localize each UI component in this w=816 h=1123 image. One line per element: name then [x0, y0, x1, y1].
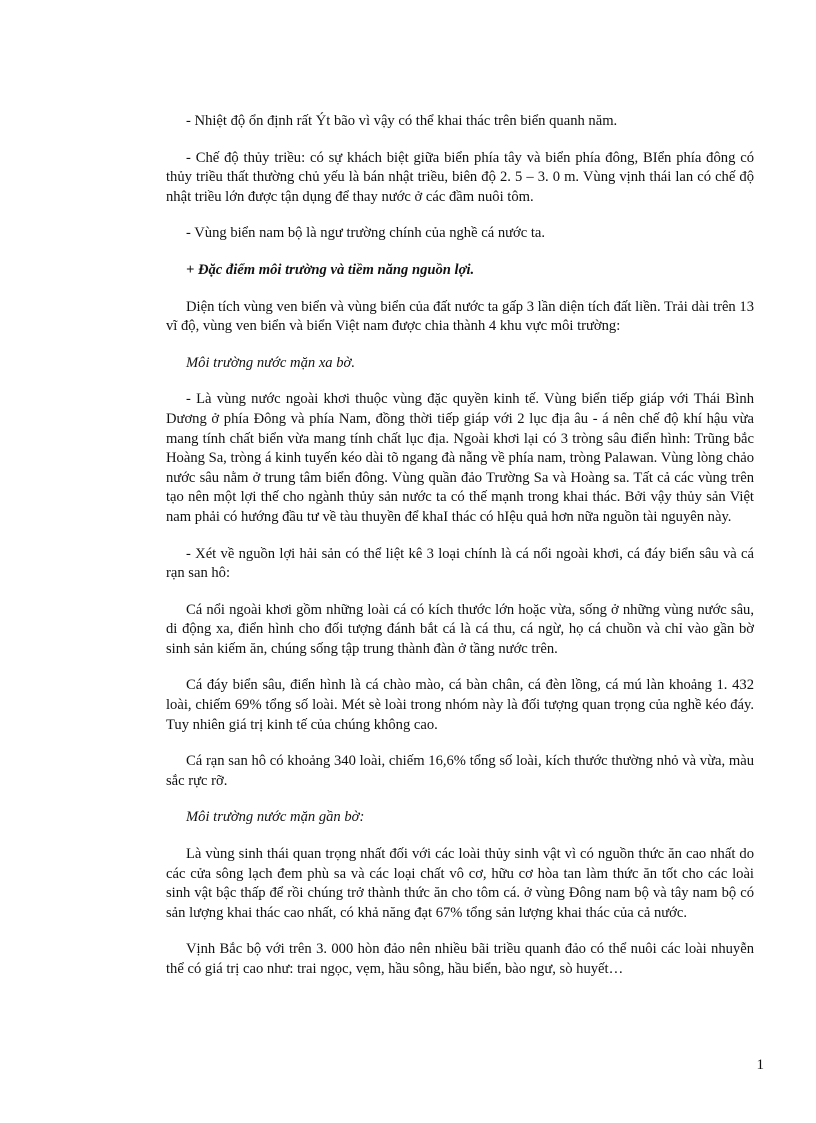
paragraph-offshore-zone: - Là vùng nước ngoài khơi thuộc vùng đặc quyền kinh tế. Vùng biển tiếp giáp với Thái Bình Dương ở phía Đông và phía Nam, đồng thời tiếp giáp với 2 lục địa âu - á nên chế độ khí hậu vừa mang tính chất biển vừa mang tính chất lục địa. Ngoài khơi lại có 3 tròng sâu điển hình: Trũng bắc Hoàng Sa, tròng á kinh tuyến kéo dài tõ ngang đà nẵng về phía nam, tròng Palawan. Vùng lòng chảo nước sâu nằm ở trung tâm biển đông. Vùng quần đảo Trường Sa và Hoàng sa. Tất cả các vùng trên tạo nên một lợi thế cho ngành thủy sản nước ta có thế mạnh trong khai thác. Bởi vậy thủy sản Việt nam phải có hướng đầu tư về tàu thuyền để khaI thác có hIệu quả hơn nữa nguồn tài nguyên này.: [166, 391, 754, 525]
paragraph-demersal-fish: Cá đáy biển sâu, điển hình là cá chào mào, cá bàn chân, cá đèn lồng, cá mú làn khoảng 1. 432 loài, chiếm 69% tổng số loài. Mét sè loài trong nhóm này là đối tượng quan trọng của nghề kéo đáy. Tuy nhiên giá trị kinh tế của chúng không cao.: [166, 677, 754, 733]
paragraph-reef-fish: Cá rạn san hô có khoảng 340 loài, chiếm 16,6% tổng số loài, kích thước thường nhỏ và vừa, màu sắc rực rỡ.: [166, 753, 754, 789]
subheading-offshore: Môi trường nước mặn xa bờ.: [186, 354, 355, 371]
paragraph-tonkin-gulf: Vịnh Bắc bộ với trên 3. 000 hòn đảo nên nhiều bãi triều quanh đảo có thể nuôi các loài nhuyễn thể có giá trị cao như: trai ngọc, vẹm, hầu sông, hầu biển, bào ngư, sò huyết…: [166, 941, 754, 977]
section-heading-environment: + Đặc điểm môi trường và tiềm năng nguồn lợi.: [186, 261, 475, 278]
subheading-nearshore: Môi trường nước mặn gần bờ:: [186, 809, 365, 826]
page-number: 1: [756, 1057, 764, 1073]
paragraph-temperature: - Nhiệt độ ổn định rất Ýt bão vì vậy có thể khai thác trên biển quanh năm.: [186, 113, 618, 129]
paragraph-area-overview: Diện tích vùng ven biển và vùng biển của đất nước ta gấp 3 lần diện tích đất liền. Trải dài trên 13 vĩ độ, vùng ven biển và biển Việt nam được chia thành 4 khu vực môi trường:: [166, 298, 754, 335]
paragraph-nearshore-zone: Là vùng sinh thái quan trọng nhất đối với các loài thủy sinh vật vì có nguồn thức ăn cao nhất do các cửa sông lạch đem phù sa và các loại chất vô cơ, hữu cơ hòa tan làm thức ăn tốt cho các loài sinh vật bậc thấp để rồi chúng trở thành thức ăn cho tôm cá. ở vùng Đông nam bộ và tây nam bộ có sản lượng khai thác cao nhất, có khả năng đạt 67% tổng sản lượng khai thác của cả nước.: [166, 846, 754, 921]
paragraph-resources: - Xét về nguồn lợi hải sản có thể liệt kê 3 loại chính là cá nổi ngoài khơi, cá đáy biển sâu và cá rạn san hô:: [166, 545, 754, 582]
paragraph-tides: - Chế độ thủy triều: có sự khách biệt giữa biển phía tây và biển phía đông, BIển phía đông có thủy triều thất thường chủ yếu là bán nhật triều, biên độ 2. 5 – 3. 0 m. Vùng vịnh thái lan có chế độ nhật triều lớn được tận dụng để thay nước ở các đầm nuôi tôm.: [166, 149, 754, 205]
document-body: [166, 112, 754, 997]
paragraph-pelagic-fish: Cá nổi ngoài khơi gồm những loài cá có kích thước lớn hoặc vừa, sống ở những vùng nước sâu, di động xa, điển hình cho đối tượng đánh bắt cá là cá thu, cá ngừ, họ cá chuồn và chỉ vào gần bờ sinh sản kiếm ăn, chúng sống tập trung thành đàn ở tầng nước trên.: [166, 601, 754, 657]
paragraph-southern-fishing-ground: - Vùng biển nam bộ là ngư trường chính của nghề cá nước ta.: [186, 225, 546, 242]
